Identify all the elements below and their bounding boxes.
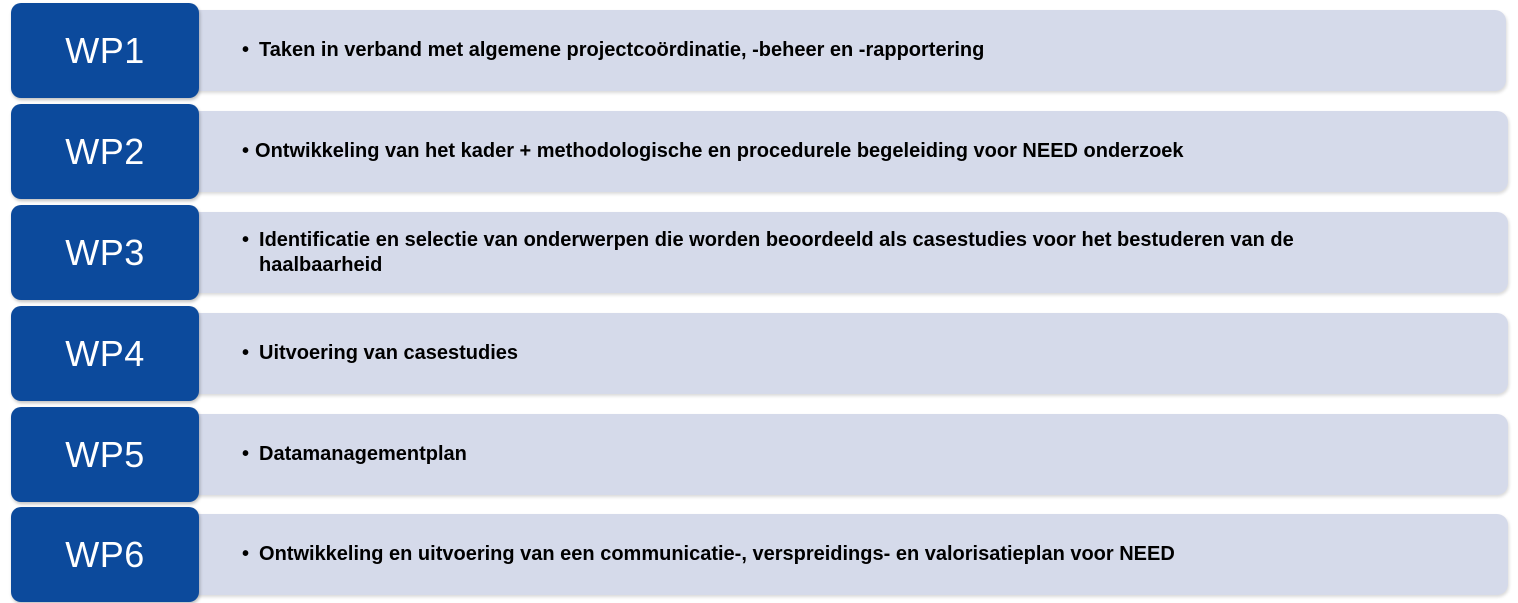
work-package-label: WP4 bbox=[65, 332, 145, 374]
work-package-description: Ontwikkeling en uitvoering van een communicatie-, verspreidings- en valorisatieplan voor NEED bbox=[259, 543, 1175, 565]
bullet-marker: • bbox=[242, 228, 250, 251]
work-package-row-6 bbox=[0, 507, 1518, 602]
work-package-description-box bbox=[182, 313, 1508, 394]
work-package-row-5 bbox=[0, 407, 1518, 502]
work-package-label-box bbox=[11, 306, 199, 401]
work-package-label-box bbox=[11, 104, 199, 199]
work-package-description: Uitvoering van casestudies bbox=[259, 342, 518, 364]
work-package-label: WP5 bbox=[65, 433, 145, 475]
work-package-description: Identificatie en selectie van onderwerpen die worden beoordeeld als casestudies voor het bestuderen van de haalbaarheid bbox=[259, 228, 1294, 276]
work-package-label: WP2 bbox=[65, 130, 145, 172]
work-package-label: WP3 bbox=[65, 231, 145, 273]
bullet-marker: • bbox=[242, 140, 250, 162]
work-package-label: WP6 bbox=[65, 533, 145, 575]
work-package-description: Ontwikkeling van het kader + methodologische en procedurele begeleiding voor NEED onderzoek bbox=[255, 140, 1184, 162]
work-package-row-2 bbox=[0, 104, 1518, 199]
bullet-marker: • bbox=[242, 543, 250, 565]
work-package-description-box bbox=[182, 111, 1508, 192]
work-package-label-box bbox=[11, 3, 199, 98]
work-package-row-1 bbox=[0, 3, 1518, 98]
work-package-description-box bbox=[182, 514, 1508, 595]
work-package-row-3 bbox=[0, 205, 1518, 300]
work-package-label-box bbox=[11, 407, 199, 502]
work-package-label-box bbox=[11, 507, 199, 602]
bullet-marker: • bbox=[242, 39, 250, 61]
work-package-label: WP1 bbox=[65, 29, 145, 71]
work-package-description-box bbox=[182, 414, 1508, 495]
bullet-marker: • bbox=[242, 342, 250, 364]
work-package-label-box bbox=[11, 205, 199, 300]
work-package-description-box bbox=[182, 10, 1506, 91]
work-package-description-box bbox=[182, 212, 1508, 293]
bullet-marker: • bbox=[242, 443, 250, 465]
work-package-description: Taken in verband met algemene projectcoördinatie, -beheer en -rapportering bbox=[259, 39, 985, 61]
work-package-description: Datamanagementplan bbox=[259, 443, 467, 465]
work-package-row-4 bbox=[0, 306, 1518, 401]
